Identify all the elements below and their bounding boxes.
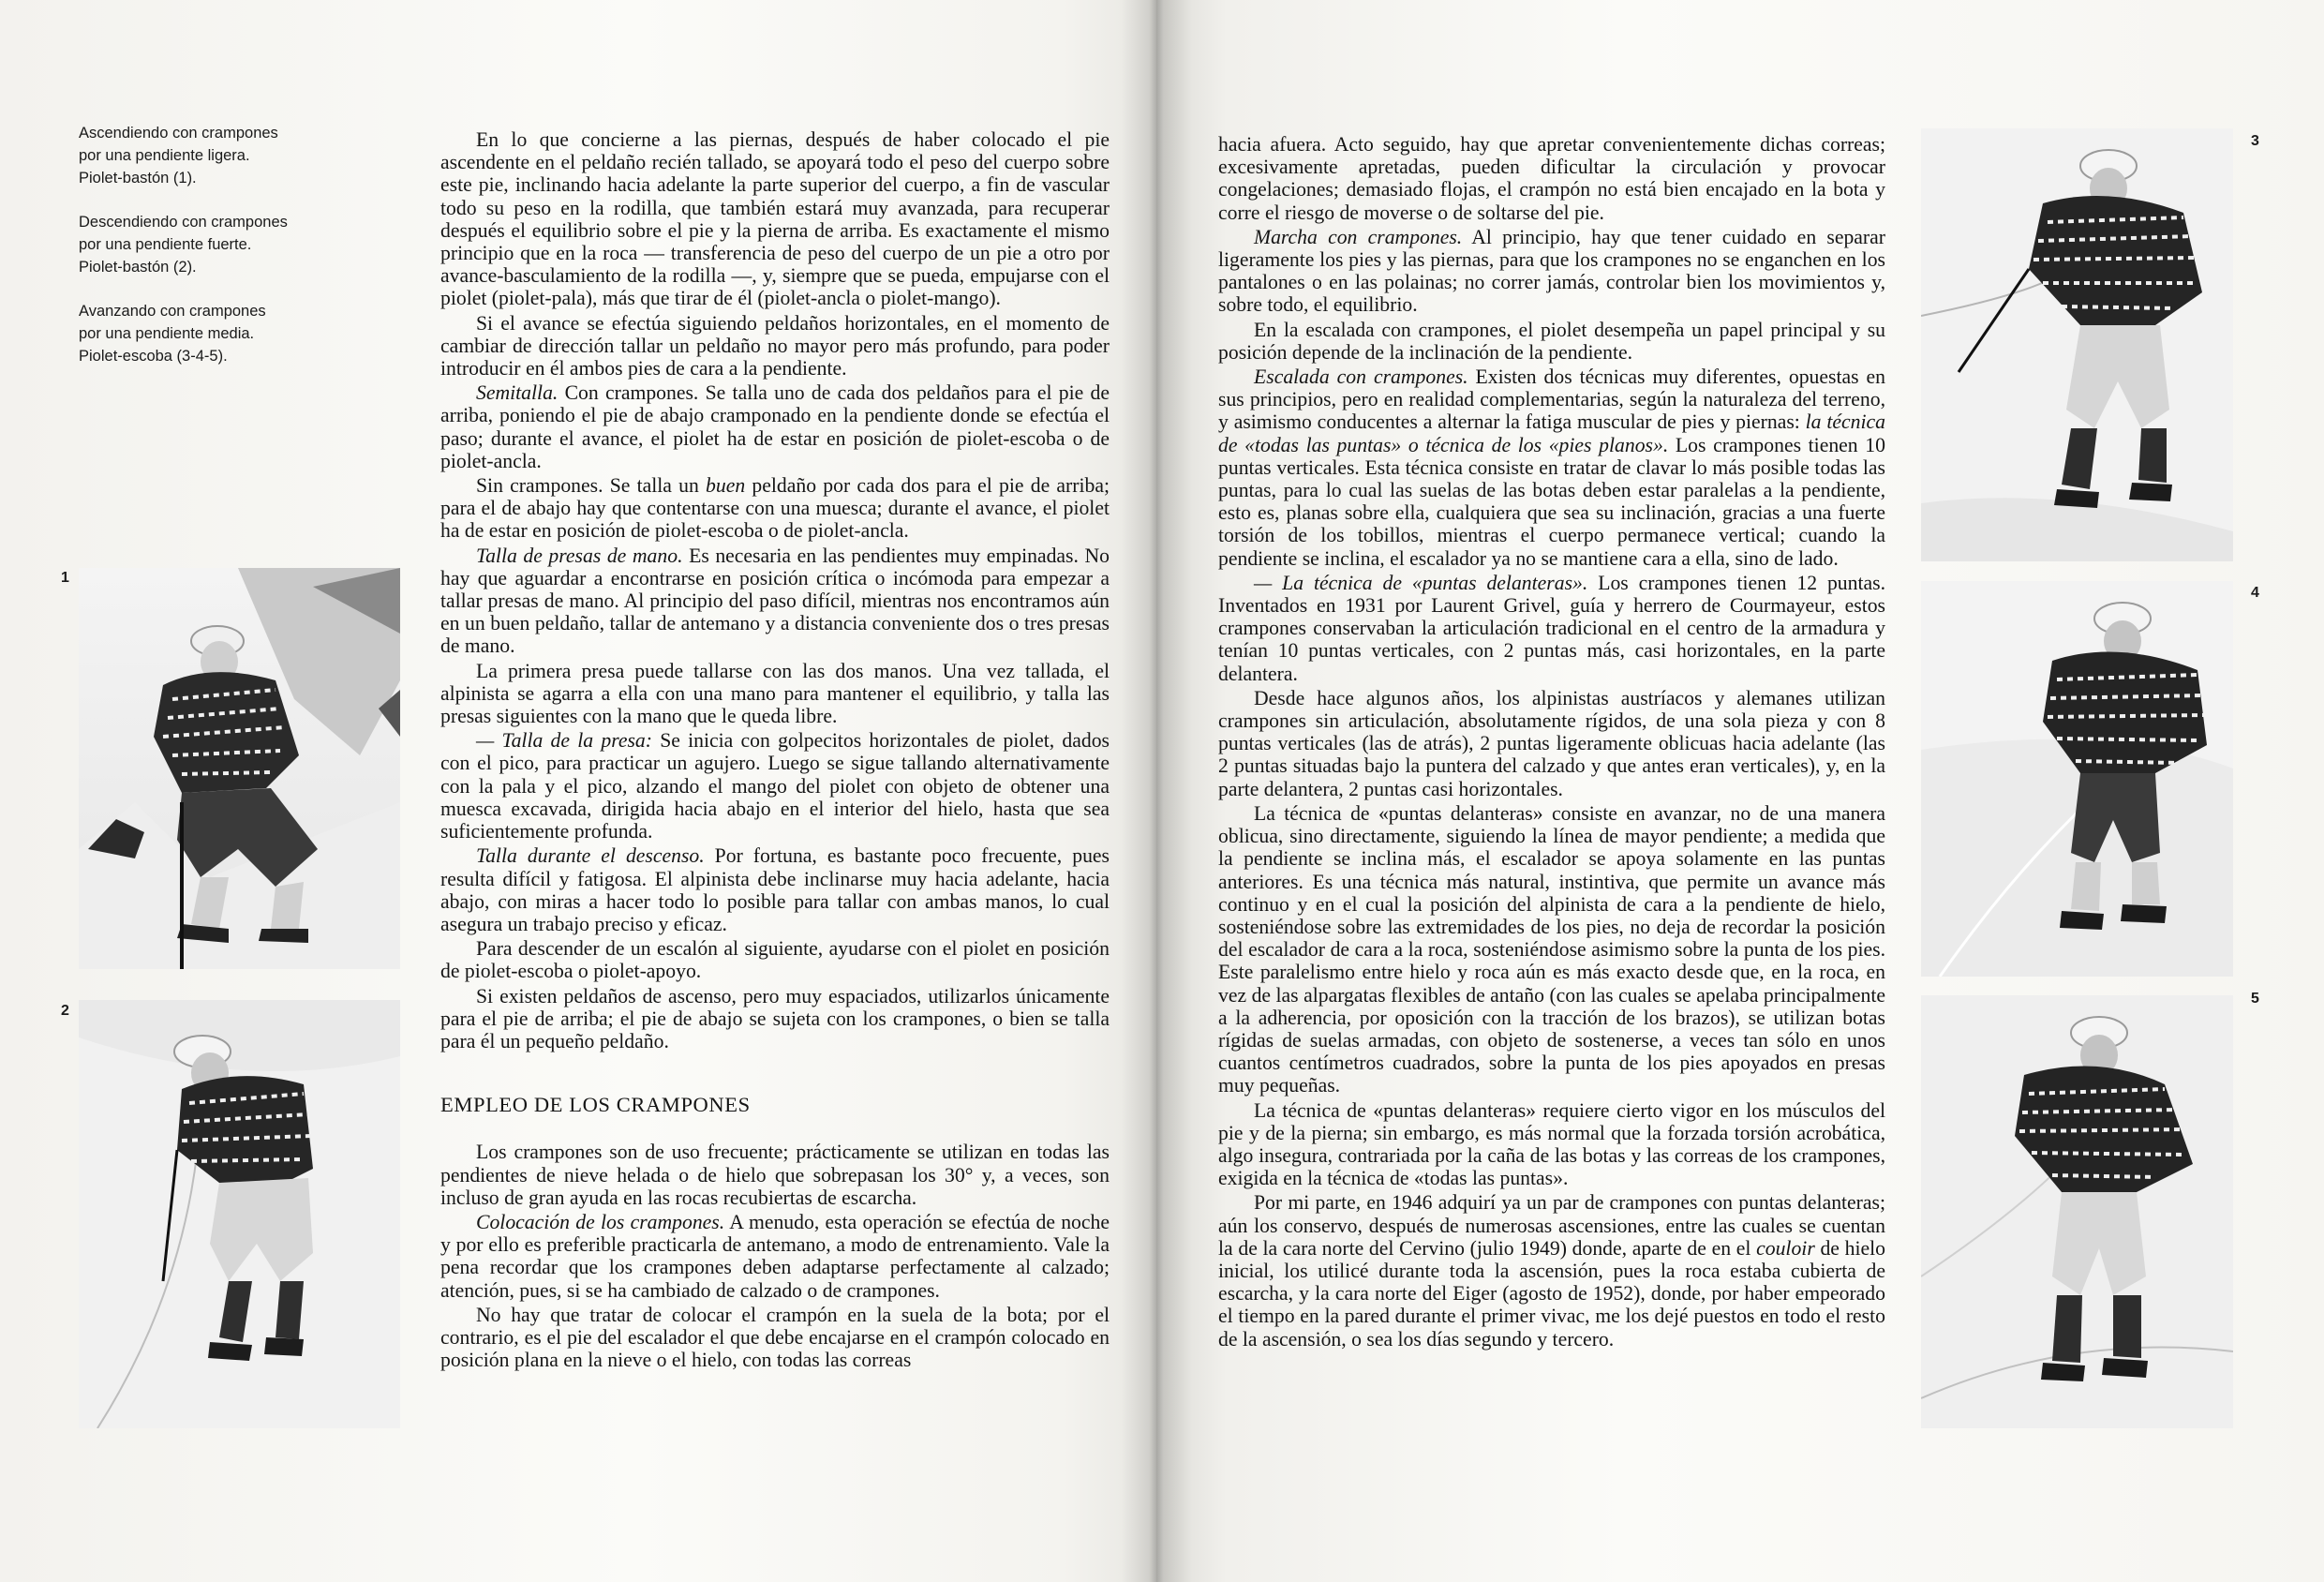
paragraph-text: La técnica de «puntas delanteras» consiste en avanzar, no de una manera oblicua, sino directamente, siguiendo la línea de mayor pendiente; a medida que la pendiente se inclina más, el escalador se apoya solamente en las puntas anteriores. Es una técnica más natural, instintiva, que permite un avance más continuo y en el cual la posición del alpinista de cara a la pendiente de hielo, sosteniéndose sobre las extremidades de los pies, no deja de recordar la posición del escalador de cara a la roca, sosteniéndose asimismo sobre la punta de los pies. Este paralelismo entre hielo y roca aún es más exacto desde que, en la roca, en vez de las alpargatas flexibles de antaño (con las cuales se apelaba principalmente a la adherencia, por oposición con la tracción de los brazos), se utilizan botas rígidas de suelas armadas, con objeto de sostenerse, a veces tan sólo en unos cuantos centímetros cuadrados, sobre la punta de los pies apoyados en presas muy pequeñas. [1218,801,1885,1097]
paragraph-text: Se inicia con golpecitos horizontales de piolet, dados con el pico, para practicar un agujero. Luego se sigue tallando alternativamente con la pala y el pico, alzando el mango del piolet con objeto de obtener una muesca excavada, dirigida hacia abajo en el interior del hielo, hasta que sea suficientemente profunda. [440,729,1110,843]
caption-3: Avanzando con crampones por una pendiente media. Piolet-escoba (3-4-5). [79,303,266,365]
italic-lead: Talla de presas de mano. [476,544,683,567]
paragraph-text: No hay que tratar de colocar el crampón en la suela de la bota; por el contrario, es el pie del escalador el que debe encajarse en el crampón colocado en posición plana en la nieve o el hielo, con todas las correas [440,1303,1110,1372]
paragraph-text: Al principio, hay que tener cuidado en separar ligeramente los pies y las piernas, para que los crampones no se enganchen en los pantalones o en las polainas; no correr jamás, controlar bien los movimientos y, sobre todo, el equilibrio. [1218,225,1885,317]
italic-lead: Escalada con crampones. [1254,366,1468,389]
paragraph [1218,802,1885,1097]
paragraph [1218,226,1885,317]
paragraph-text: La técnica de «puntas delanteras» requiere cierto vigor en los músculos del pie y de la pierna; sin embargo, es más normal que la forzada torsión acrobática, algo insegura, contrariada por la caña de las botas y las correas de los crampones, exigida en la técnica de «todas las puntas». [1218,1098,1885,1190]
paragraph-text: Si existen peldaños de ascenso, pero muy espaciados, utilizarlos únicamente para el pie de arriba; el pie de abajo se sujeta con los crampones, o bien se talla para él un pequeño peldaño. [440,984,1110,1052]
left-text-column [440,128,1110,1371]
paragraph-text: Por mi parte, en 1946 adquirí ya un par de crampones con puntas delanteras; aún los conservo, después de numerosas ascensiones, entre las cuales se cuentan la de la cara norte del Cervino (julio 1949) donde, aparte de en el [1218,1191,1885,1260]
italic-lead: — La técnica de «puntas delanteras». [1254,571,1588,594]
section-heading: EMPLEO DE LOS CRAMPONES [440,1093,751,1117]
paragraph [440,729,1110,843]
paragraph-text: Existen dos técnicas muy diferentes, opuestas en sus principios, pero en realidad complementarias, según la naturaleza del terreno, y asimismo conducentes a alternar la fatiga muscular de pies y piernas: [1218,366,1885,434]
paragraph-text: Los crampones tienen 10 puntas verticales. Esta técnica consiste en tratar de clavar lo más posible todas las puntas, para lo cual las suelas de las botas deben estar paralelas a la pendiente, esto es, planas sobre ella, cualquiera que sea su inclinación, gracias a una fuerte torsión de los tobillos, mientras el cuerpo permanece vertical; cuando la pendiente se inclina, el escalador ya no se mantiene cara a ella, sino de lado. [1218,433,1885,570]
caption-1: Ascendiendo con crampones por una pendiente ligera. Piolet-bastón (1). [79,125,278,187]
figure-number-2: 2 [61,1003,69,1019]
paragraph-text: hacia afuera. Acto seguido, hay que apretar convenientemente dichas correas; excesivamente apretadas, pueden dificultar la circulación y provocar congelaciones; demasiado flojas, el crampón no está bien encajado en la bota y corre el riesgo de moverse o de soltarse del pie. [1218,133,1885,224]
paragraph-text: Para descender de un escalón al siguiente, ayudarse con el piolet en posición de piolet-escoba o piolet-apoyo. [440,937,1110,983]
paragraph [1218,687,1885,800]
paragraph-text: La primera presa puede tallarse con las dos manos. Una vez tallada, el alpinista se agarra a ella con una mano para mantener el equilibrio, y talla las presas siguientes con la mano que le queda libre. [440,659,1110,728]
paragraph [440,660,1110,728]
italic-lead: buen [706,474,746,498]
figure-number-1: 1 [61,570,69,586]
photo-4-advancing [1921,581,2233,977]
paragraph-text: de hielo inicial, los utilicé durante toda la ascensión, pues la roca estaba cubierta de escarcha, y la cara norte del Eiger (agosto de 1952), donde, por haber empeorado el tiempo en la pared durante el primer vivac, me los dejé puestos en todo el resto de la ascensión, o sea los días segundo y tercero. [1218,1236,1885,1351]
paragraph-text: peldaño por cada dos para el pie de arriba; para el de abajo hay que contentarse con una muesca; durante el avance, el piolet ha de estar en posición de piolet-escoba o de piolet-ancla. [440,474,1110,543]
italic-lead: — Talla de la presa: [476,729,652,753]
photo-1-ascending [79,568,400,969]
paragraph [440,937,1110,982]
figure-number-4: 4 [2251,585,2259,601]
photo-2-descending [79,1000,400,1428]
paragraph-text: Por fortuna, es bastante poco frecuente, pues resulta difícil y fatigosa. El alpinista debe inclinarse muy hacia adelante, hacia abajo, con miras a hacer todo lo posible para tallar con ambas manos, lo cual asegura un trabajo preciso y eficaz. [440,844,1110,935]
photo-3-advancing [1921,128,2233,561]
italic-lead: couloir [1756,1236,1815,1260]
paragraph-text: Desde hace algunos años, los alpinistas austríacos y alemanes utilizan crampones sin articulación, absolutamente rígidos, de una sola pieza y con 8 puntas verticales (las de atrás), 2 puntas ligeramente oblicuas hacia adelante (las 2 puntas situadas bajo la puntera del calzado y que antes eran verticales), y, en la parte delantera, 2 puntas casi horizontales. [1218,686,1885,800]
paragraph [1218,1191,1885,1350]
italic-lead: Marcha con crampones. [1254,225,1463,248]
italic-lead: Colocación de los crampones. [476,1210,725,1233]
book-gutter [1121,0,1192,1582]
right-text-column [1218,133,1885,1351]
paragraph [440,844,1110,935]
italic-lead: Talla durante el descenso. [476,844,705,868]
photo-5-advancing [1921,995,2233,1428]
paragraph [1218,572,1885,685]
paragraph [440,545,1110,658]
paragraph [440,128,1110,310]
photo-captions [79,122,360,389]
paragraph-text: En lo que concierne a las piernas, después de haber colocado el pie ascendente en el peldaño recién tallado, se apoyará todo el peso del cuerpo sobre este pie, inclinando hacia adelante la parte superior del cuerpo, a fin de vascular todo su peso en la rodilla, que también estará muy avanzada, para recuperar después el equilibrio sobre el pie y la pierna de arriba. Es exactamente el mismo principio que en la roca — transferencia de peso del cuerpo de un pie a otro por avance-basculamiento de la rodilla —, y, siempre que se pueda, empujarse con el piolet (piolet-pala), más que tirar de él (piolet-ancla o piolet-mango). [440,128,1110,310]
paragraph [440,1304,1110,1372]
paragraph [440,985,1110,1053]
paragraph [1218,1099,1885,1190]
paragraph-text: A menudo, esta operación se efectúa de noche y por ello es preferible practicarla de antemano, a modo de entrenamiento. Vale la pena recordar que los crampones deben adaptarse perfectamente al calzado; atención, pues, si se ha cambiado de calzado o de crampones. [440,1210,1110,1302]
paragraph [1218,319,1885,364]
paragraph-text: Con crampones. Se talla uno de cada dos peldaños para el pie de arriba, poniendo el pie de abajo cramponado en la pendiente donde se efectúa el paso; durante el avance, el piolet ha de estar en posición de piolet-escoba o de piolet-ancla. [440,381,1110,472]
paragraph [440,312,1110,381]
caption-2: Descendiendo con crampones por una pendiente fuerte. Piolet-bastón (2). [79,214,288,276]
paragraph-text: En la escalada con crampones, el piolet desempeña un papel principal y su posición depende de la inclinación de la pendiente. [1218,318,1885,364]
paragraph [440,1211,1110,1302]
paragraph-text: Los crampones tienen 12 puntas. Inventados en 1931 por Laurent Grivel, guía y herrero de Courmayeur, estos crampones conservaban la articulación tradicional en el centro de la armadura y tenían 10 puntas verticales, con 2 puntas más, casi horizontales, en la parte delantera. [1218,571,1885,685]
paragraph [440,474,1110,543]
paragraph [440,1141,1110,1209]
paragraph-text: Si el avance se efectúa siguiendo peldaños horizontales, en el momento de cambiar de dirección tallar un peldaño no mayor pero más profundo, para poder introducir en él ambos pies de cara a la pendiente. [440,311,1110,381]
paragraph [1218,133,1885,224]
paragraph-text: Es necesaria en las pendientes muy empinadas. No hay que aguardar a encontrarse en posición crítica o incómoda para empezar a tallar presas de mano. Al principio del paso difícil, mientras nos encontramos aún en un buen peldaño, tallar de antemano y a distancia conveniente dos o tres presas de mano. [440,544,1110,658]
paragraph [440,381,1110,472]
figure-number-3: 3 [2251,133,2259,149]
italic-lead: Semitalla. [476,381,559,405]
paragraph [1218,366,1885,570]
paragraph-text: Sin crampones. Se talla un [476,474,707,498]
italic-lead: la técnica de «todas las puntas» o técnica de los «pies planos». [1218,410,1885,456]
paragraph-text: Los crampones son de uso frecuente; prácticamente se utilizan en todas las pendientes de nieve helada o de hielo que sobrepasan los 30° y, a veces, son incluso de gran ayuda en las rocas recubiertas de escarcha. [440,1141,1110,1209]
figure-number-5: 5 [2251,991,2259,1007]
